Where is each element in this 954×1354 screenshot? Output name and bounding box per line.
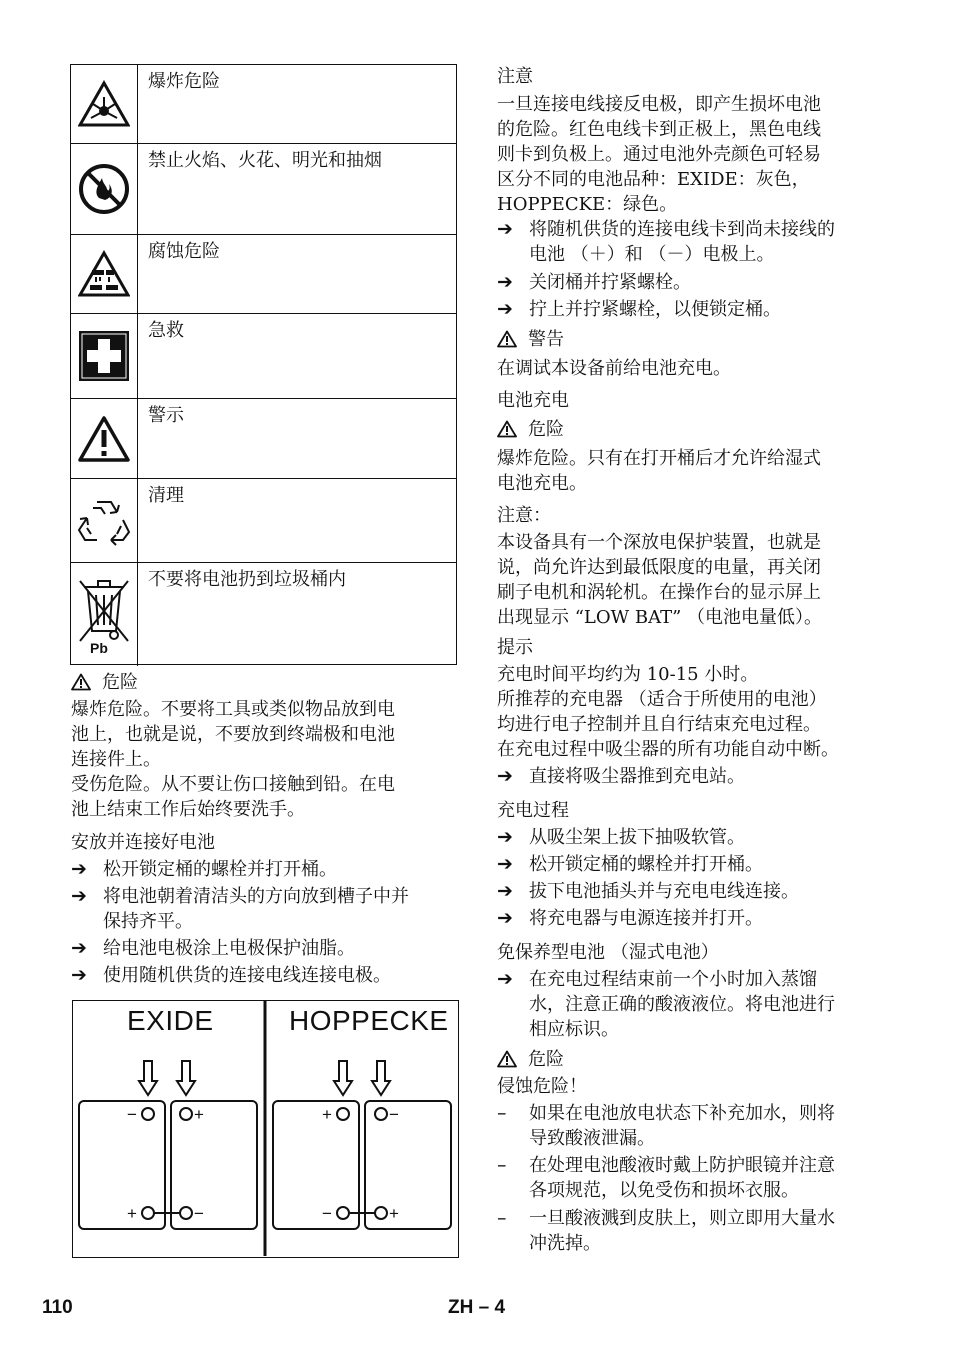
warning-triangle-icon	[497, 420, 517, 438]
exide-terminal: −	[194, 1204, 204, 1223]
language-page-label: ZH – 4	[448, 1297, 506, 1318]
corrosion-hazard-icon	[71, 235, 138, 313]
hoppecke-label: HOPPECKE	[289, 1005, 449, 1036]
symbol-table	[70, 64, 457, 665]
symbol-row-corrosion	[71, 234, 456, 313]
symbol-label: 禁止火焰、火花、明光和抽烟	[148, 150, 382, 171]
symbol-label: 警示	[148, 405, 184, 426]
first-aid-icon	[71, 314, 138, 398]
no-fire-smoking-icon	[71, 144, 138, 234]
symbol-row-warning	[71, 398, 456, 478]
process-title: 充电过程	[497, 800, 569, 821]
hoppecke-terminal: +	[389, 1204, 399, 1223]
arrow-icon: ➔	[497, 826, 513, 848]
arrow-icon: ➔	[497, 298, 513, 320]
explosion-hazard-icon	[71, 65, 138, 143]
arrow-icon: ➔	[497, 853, 513, 875]
symbol-row-explosion	[71, 65, 456, 143]
note-title-2: 注意：	[497, 505, 551, 526]
install-title: 安放并连接好电池	[71, 832, 215, 853]
recycling-icon	[71, 479, 138, 562]
dash-bullet: –	[497, 1102, 507, 1124]
hoppecke-terminal: +	[322, 1105, 332, 1124]
warning-triangle-icon	[497, 330, 517, 348]
symbol-row-first-aid	[71, 313, 456, 398]
symbol-label: 不要将电池扔到垃圾桶内	[148, 569, 346, 590]
arrow-icon: ➔	[71, 937, 87, 959]
arrow-icon: ➔	[497, 907, 513, 929]
warning-triangle-icon	[71, 673, 91, 691]
danger-text-3: 侵蚀危险！	[497, 1076, 587, 1097]
exide-terminal: +	[127, 1204, 137, 1223]
arrow-icon: ➔	[497, 765, 513, 787]
note-title-1: 注意	[497, 66, 533, 87]
symbol-row-no-fire	[71, 143, 456, 234]
crossed-bin-pb-icon	[71, 563, 138, 666]
arrow-icon: ➔	[71, 964, 87, 986]
symbol-label: 急救	[148, 320, 184, 341]
exide-label: EXIDE	[127, 1005, 214, 1036]
arrow-icon: ➔	[497, 968, 513, 990]
hint-title: 提示	[497, 637, 533, 658]
symbol-label: 爆炸危险	[148, 71, 220, 92]
exide-terminal: −	[127, 1105, 137, 1124]
symbol-row-recycling	[71, 478, 456, 562]
symbol-row-no-bin	[71, 562, 456, 666]
dash-bullet: –	[497, 1154, 507, 1176]
battery-connection-diagram	[72, 1000, 459, 1258]
exide-terminal: +	[194, 1105, 204, 1124]
arrow-icon: ➔	[71, 885, 87, 907]
hoppecke-terminal: −	[389, 1105, 399, 1124]
charging-title: 电池充电	[497, 390, 569, 411]
symbol-label: 清理	[148, 485, 184, 506]
arrow-icon: ➔	[497, 218, 513, 240]
page-number: 110	[42, 1297, 73, 1318]
warning-text: 在调试本设备前给电池充电。	[497, 358, 731, 379]
dash-bullet: –	[497, 1207, 507, 1229]
warning-triangle-icon	[497, 1050, 517, 1068]
arrow-icon: ➔	[497, 271, 513, 293]
arrow-icon: ➔	[497, 880, 513, 902]
warning-icon	[71, 399, 138, 478]
maintenance-title: 免保养型电池 （湿式电池）	[497, 942, 719, 963]
arrow-icon: ➔	[71, 858, 87, 880]
pb-label: Pb	[90, 639, 108, 655]
hoppecke-terminal: −	[322, 1204, 332, 1223]
symbol-label: 腐蚀危险	[148, 241, 220, 262]
